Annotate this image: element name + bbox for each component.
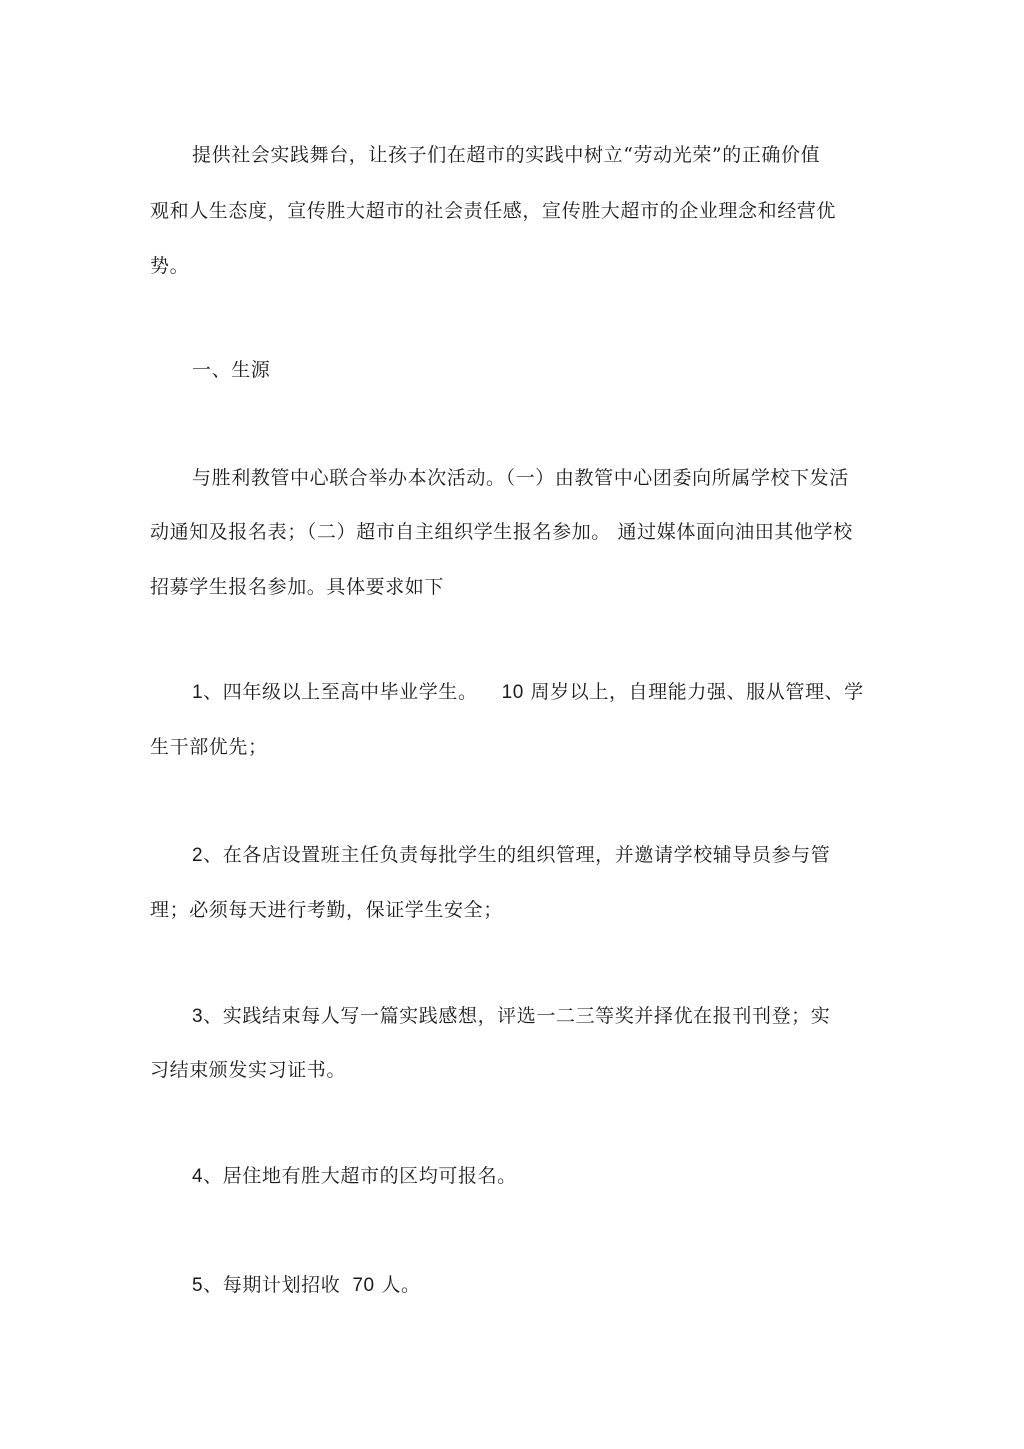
source-line-3: 招募学生报名参加。具体要求如下 — [150, 576, 445, 598]
section-heading: 一、生源 — [192, 359, 271, 381]
item-count-number: 70 — [352, 1275, 375, 1296]
item-text: 、每期计划招收 — [203, 1274, 341, 1296]
item-text-cont: 周岁以上，自理能力强、服从管理、学 — [523, 681, 864, 703]
item-text: 、实践结束每人写一篇实践感想，评选一二三等奖并择优在报刊刊登；实 — [203, 1005, 831, 1027]
item-number: 5 — [192, 1275, 204, 1296]
item-number: 1 — [192, 682, 204, 703]
intro-line-3: 势。 — [150, 255, 190, 277]
intro-line-2: 观和人生态度，宣传胜大超市的社会责任感，宣传胜大超市的企业理念和经营优 — [150, 200, 837, 222]
item-text-tail: 人。 — [374, 1274, 421, 1296]
list-item-2 — [192, 843, 830, 868]
intro-line-1: 提供社会实践舞台，让孩子们在超市的实践中树立“劳动光荣”的正确价值 — [192, 144, 821, 166]
list-item-3 — [192, 1004, 830, 1029]
list-item-1 — [192, 680, 864, 705]
list-item-4 — [192, 1164, 517, 1189]
item-age-number: 10 — [501, 682, 524, 703]
list-item-5 — [192, 1273, 421, 1298]
source-line-1: 与胜利教管中心联合举办本次活动。（一）由教管中心团委向所属学校下发活 — [192, 467, 849, 489]
list-item-1-line-2: 生干部优先； — [150, 736, 268, 758]
source-line-2: 动通知及报名表；（二）超市自主组织学生报名参加。 通过媒体面向油田其他学校 — [150, 521, 853, 543]
item-text: 、在各店设置班主任负责每批学生的组织管理，并邀请学校辅导员参与管 — [203, 844, 831, 866]
item-text: 、四年级以上至高中毕业学生。 — [203, 681, 478, 703]
item-text: 、居住地有胜大超市的区均可报名。 — [203, 1165, 517, 1187]
item-number: 3 — [192, 1006, 204, 1027]
list-item-2-line-2: 理；必须每天进行考勤，保证学生安全； — [150, 899, 503, 921]
item-number: 2 — [192, 845, 204, 866]
item-number: 4 — [192, 1166, 204, 1187]
list-item-3-line-2: 习结束颁发实习证书。 — [150, 1059, 347, 1081]
